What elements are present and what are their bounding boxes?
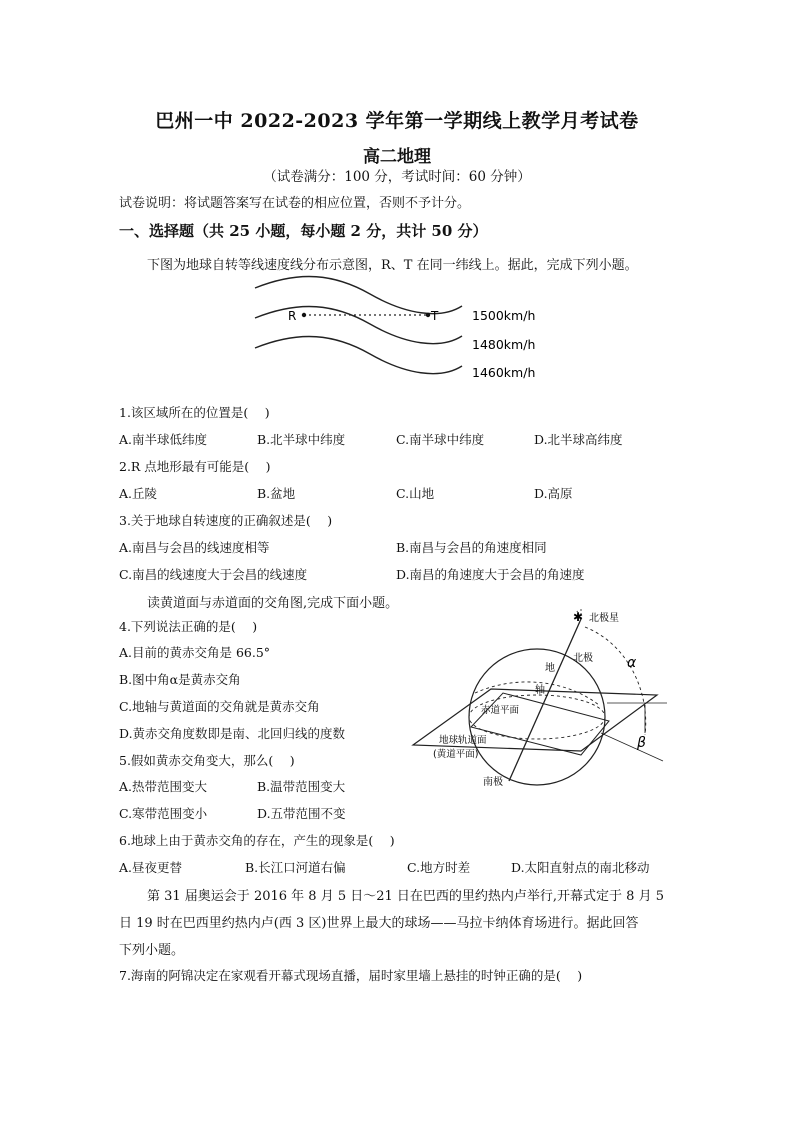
exam-instructions: 试卷说明：将试题答案写在试卷的相应位置，否则不予计分。 [119,196,471,211]
q3-option-a: A.南昌与会昌的线速度相等 [119,540,270,555]
q2-option-a: A.丘陵 [119,486,158,501]
intro-paragraph-3-line-1: 第 31 届奥运会于 2016 年 8 月 5 日～21 日在巴西的里约热内卢举行,开幕式定于 8 月 5 [147,889,664,904]
exam-note: （试卷满分：100 分，考试时间：60 分钟） [263,169,531,185]
question-5: 5.假如黄赤交角变大，那么( ) [119,753,295,768]
q4-option-d: D.黄赤交角度数即是南、北回归线的度数 [119,726,346,741]
q6-option-a: A.昼夜更替 [119,860,183,875]
label-beta: β [637,735,646,751]
q3-option-d: D.南昌的角速度大于会昌的角速度 [396,567,585,582]
beta-line-2 [601,733,663,761]
question-4: 4.下列说法正确的是( ) [119,619,258,634]
label-1500: 1500km/h [472,308,536,323]
label-1460: 1460km/h [472,365,536,380]
q5-option-b: B.温带范围变大 [257,779,346,794]
exam-subtitle: 高二地理 [363,147,431,167]
point-t [426,313,430,317]
label-1480: 1480km/h [472,337,536,352]
section-heading: 一、选择题（共 25 小题，每小题 2 分，共计 50 分） [119,222,488,240]
star-icon: ✱ [573,610,584,624]
intro-paragraph-2: 读黄道面与赤道面的交角图,完成下面小题。 [147,596,399,611]
question-7: 7.海南的阿锦决定在家观看开幕式现场直播，届时家里墙上悬挂的时钟正确的是( ) [119,968,583,983]
question-1: 1.该区域所在的位置是( ) [119,405,270,420]
exam-title: 巴州一中 2022-2023 学年第一学期线上教学月考试卷 [155,110,639,132]
q1-option-d: D.北半球高纬度 [534,432,623,447]
velocity-isoline-figure [250,272,550,388]
q4-option-b: B.图中角α是黄赤交角 [119,672,241,687]
intro-paragraph-3-line-2: 日 19 时在巴西里约热内卢(西 3 区)世界上最大的球场——马拉卡纳体育场进行。据此回答 [119,916,639,931]
intro-paragraph-1: 下图为地球自转等线速度线分布示意图，R、T 在同一纬线上。据此，完成下列小题。 [147,258,638,273]
q5-option-c: C.寒带范围变小 [119,806,208,821]
label-south-pole: 南极 [483,777,503,788]
q2-option-b: B.盆地 [257,486,296,501]
label-equatorial-plane: 赤道平面 [481,705,520,716]
label-polaris: 北极星 [589,613,619,624]
intro-paragraph-3-line-3: 下列小题。 [119,943,185,958]
question-6: 6.地球上由于黄赤交角的存在，产生的现象是( ) [119,833,395,848]
q6-option-b: B.长江口河道右偏 [245,860,346,875]
q3-option-c: C.南昌的线速度大于会昌的线速度 [119,567,308,582]
q1-option-c: C.南半球中纬度 [396,432,485,447]
label-ecliptic-plane: (黄道平面) [433,749,479,760]
q2-option-d: D.高原 [534,486,573,501]
label-orbit-plane: 地球轨道面 [439,735,487,746]
label-alpha: α [627,655,637,671]
q1-option-b: B.北半球中纬度 [257,432,346,447]
q4-option-a: A.目前的黄赤交角是 66.5° [119,645,271,660]
label-r: R [288,309,297,323]
q6-option-c: C.地方时差 [407,860,471,875]
q1-option-a: A.南半球低纬度 [119,432,208,447]
label-north-pole: 北极 [573,653,593,664]
q6-option-d: D.太阳直射点的南北移动 [511,860,650,875]
obliquity-figure [405,605,675,800]
label-t: T [431,309,439,323]
q3-option-b: B.南昌与会昌的角速度相同 [396,540,547,555]
question-2: 2.R 点地形最有可能是( ) [119,459,271,474]
earth-axis [509,619,581,781]
q2-option-c: C.山地 [396,486,435,501]
label-axis-1: 地 [545,663,555,674]
q5-option-a: A.热带范围变大 [119,779,208,794]
isoline-1460 [255,337,462,374]
q4-option-c: C.地轴与黄道面的交角就是黄赤交角 [119,699,320,714]
q5-option-d: D.五带范围不变 [257,806,346,821]
point-r [302,313,306,317]
question-3: 3.关于地球自转速度的正确叙述是( ) [119,513,333,528]
label-axis-2: 轴 [535,685,545,696]
